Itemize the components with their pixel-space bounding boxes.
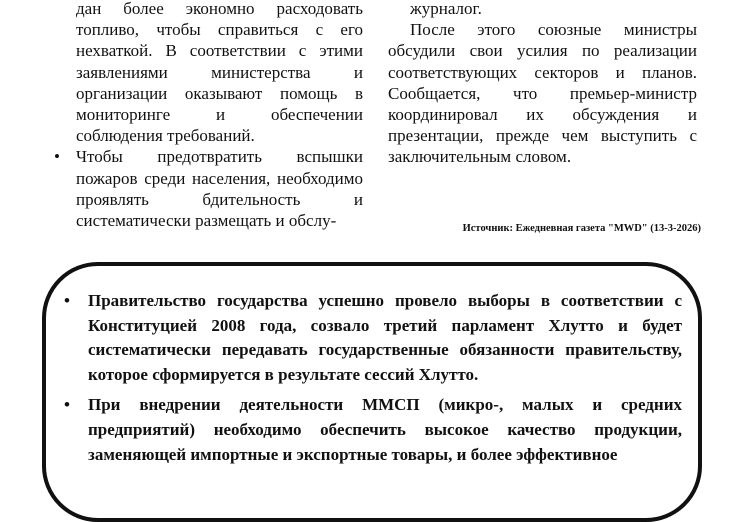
bullet-icon: • bbox=[64, 291, 70, 310]
left-bullet-text: пожаров среди населения, необходимо проявлять бдительность и систематически размещать и обслу- bbox=[76, 168, 363, 231]
highlight-item-text: При внедрении деятельности ММСП (микро-, малых и средних предприятий) необходимо обеспечить высокое качество продукции, заменяющей импортные и экспортные товары, и более эффективное bbox=[88, 395, 682, 464]
left-bullet-item bbox=[54, 146, 363, 231]
right-paragraph: После этого союзные министры обсудили свои усилия по реализации соответствующих секторов и планов. Сообщается, что премьер-министр координировал их обсуждения и презентации, прежде чем выступить с заключительным словом. bbox=[388, 20, 697, 167]
left-continuation-text: топливо, чтобы справиться с его нехваткой. В соответствии с этими заявлениями министерства и организации оказывают помощь в мониторинге и обеспечении соблюдения требований. bbox=[76, 20, 363, 146]
highlight-box-list bbox=[64, 289, 682, 473]
source-citation: Источник: Ежедневная газета "MWD" (13-3-2026) bbox=[462, 223, 701, 234]
right-column bbox=[388, 0, 697, 168]
bullet-icon: • bbox=[54, 147, 60, 167]
highlight-list-item bbox=[64, 289, 682, 387]
left-bullet-first-line: Чтобы предотвратить вспышки bbox=[76, 147, 363, 167]
highlight-item-text: Правительство государства успешно провело выборы в соответствии с Конституцией 2008 года, созвало третий парламент Хлутто и будет систематически передавать государственные обязанности правительству, которое сформируется в результате сессий Хлутто. bbox=[88, 291, 682, 384]
highlight-list-item bbox=[64, 393, 682, 467]
bullet-icon: • bbox=[64, 395, 70, 415]
left-column bbox=[54, 0, 363, 231]
right-continuation-text: журналог. bbox=[410, 0, 482, 18]
left-continuation-line: дан более экономно расходовать bbox=[76, 0, 363, 18]
